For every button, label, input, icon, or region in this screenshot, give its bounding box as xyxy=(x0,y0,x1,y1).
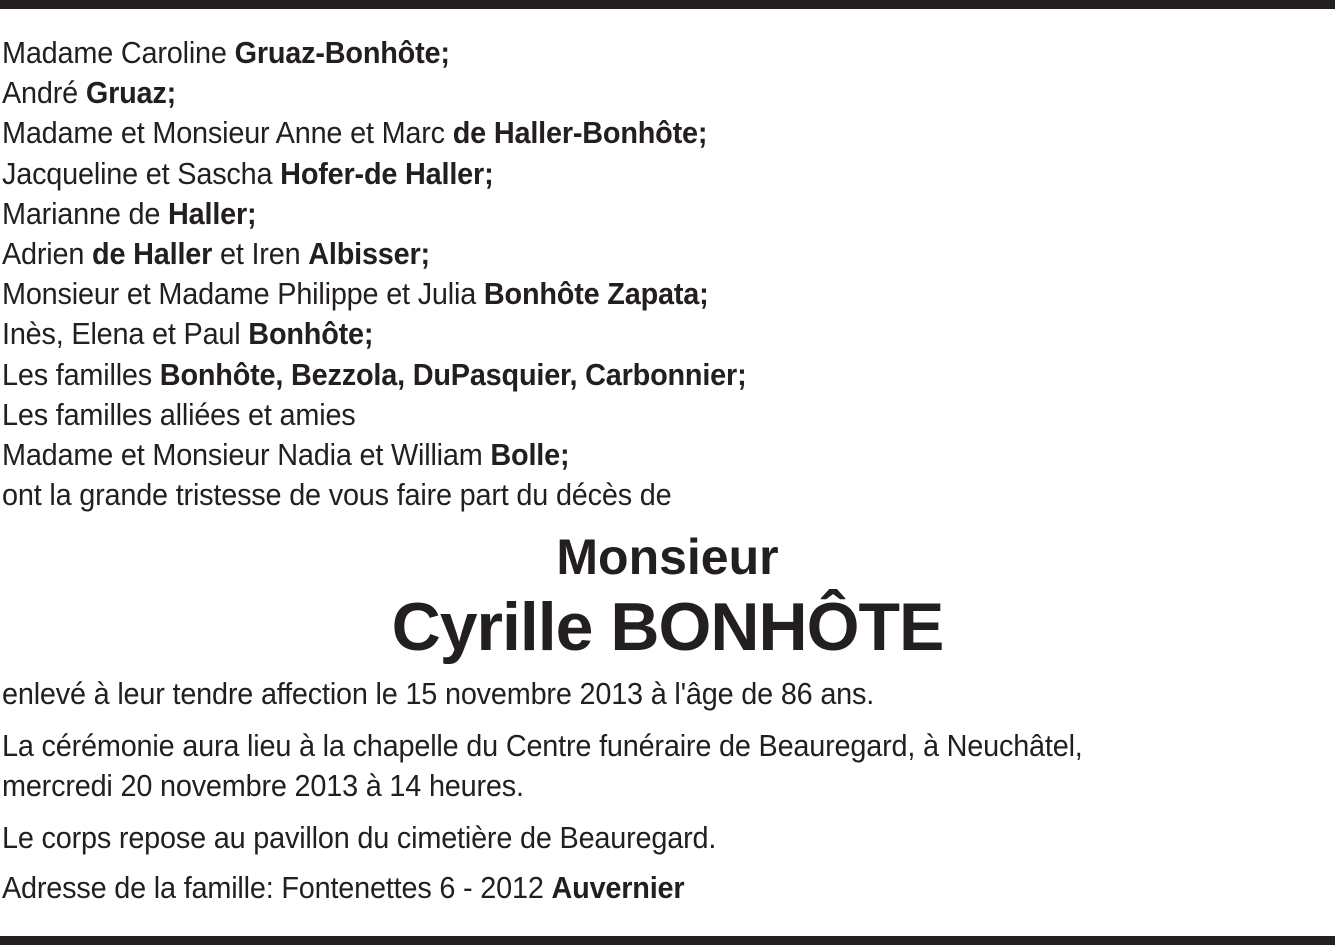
text-line xyxy=(2,154,746,194)
family-list xyxy=(2,33,803,515)
text-segment: André xyxy=(2,75,86,111)
text-segment: Jacqueline et Sascha xyxy=(2,155,281,191)
text-segment: Madame et Monsieur Nadia et William xyxy=(2,437,491,473)
name-bold: de Haller-Bonhôte; xyxy=(452,115,708,151)
deceased-title: Monsieur xyxy=(556,529,779,585)
text-segment: Adresse de la famille: Fontenettes 6 - 2012 xyxy=(2,870,552,905)
text-line xyxy=(2,355,746,395)
name-bold: de Haller xyxy=(92,236,213,272)
top-rule xyxy=(0,0,1335,9)
text-segment: ont la grande tristesse de vous faire part du décès de xyxy=(2,477,672,513)
text-segment: mercredi 20 novembre 2013 à 14 heures. xyxy=(2,768,524,804)
paragraph-address xyxy=(2,868,736,908)
name-bold: Bonhôte, Bezzola, DuPasquier, Carbonnier; xyxy=(159,356,747,392)
text-line xyxy=(2,194,746,234)
text-segment: Adrien xyxy=(2,236,93,272)
text-line xyxy=(2,234,746,274)
text-segment: Madame et Monsieur Anne et Marc xyxy=(2,115,453,151)
text-line xyxy=(2,274,746,314)
name-bold: Auvernier xyxy=(551,870,685,905)
bottom-rule xyxy=(0,936,1335,945)
name-bold: Haller; xyxy=(168,195,257,231)
text-segment: Les familles xyxy=(2,356,160,392)
text-segment: et Iren xyxy=(212,236,309,272)
text-line xyxy=(2,435,746,475)
text-segment: Madame Caroline xyxy=(2,35,235,70)
name-bold: Gruaz; xyxy=(85,75,177,111)
text-line xyxy=(2,766,1083,806)
text-line xyxy=(2,33,746,73)
text-segment: Monsieur et Madame Philippe et Julia xyxy=(2,276,484,312)
paragraph-death-date xyxy=(2,674,940,714)
name-bold: Albisser; xyxy=(308,236,430,272)
text-line xyxy=(2,73,746,113)
text-line xyxy=(2,674,874,714)
paragraph-rest xyxy=(2,818,770,858)
deceased-name: Cyrille BONHÔTE xyxy=(391,589,944,665)
name-bold: Gruaz-Bonhôte; xyxy=(234,35,450,70)
text-line xyxy=(2,314,746,354)
name-bold: Bonhôte Zapata; xyxy=(483,276,709,312)
text-segment: Le corps repose au pavillon du cimetière de Beauregard. xyxy=(2,820,717,855)
text-segment: enlevé à leur tendre affection le 15 novembre 2013 à l'âge de 86 ans. xyxy=(2,676,875,711)
name-bold: Bonhôte; xyxy=(248,316,374,352)
text-segment: Marianne de xyxy=(2,195,169,231)
text-line xyxy=(2,475,746,515)
name-bold: Bolle; xyxy=(490,437,570,473)
text-line xyxy=(2,726,1083,766)
paragraph-ceremony xyxy=(2,726,1164,806)
text-segment: Inès, Elena et Paul xyxy=(2,316,249,352)
text-line xyxy=(2,868,684,908)
text-segment: La cérémonie aura lieu à la chapelle du Centre funéraire de Beauregard, à Neuchâtel, xyxy=(2,728,1083,763)
text-segment: Les familles alliées et amies xyxy=(2,396,356,432)
text-line xyxy=(2,395,746,435)
text-line xyxy=(2,818,716,858)
name-bold: Hofer-de Haller; xyxy=(280,155,494,191)
text-line xyxy=(2,113,746,153)
